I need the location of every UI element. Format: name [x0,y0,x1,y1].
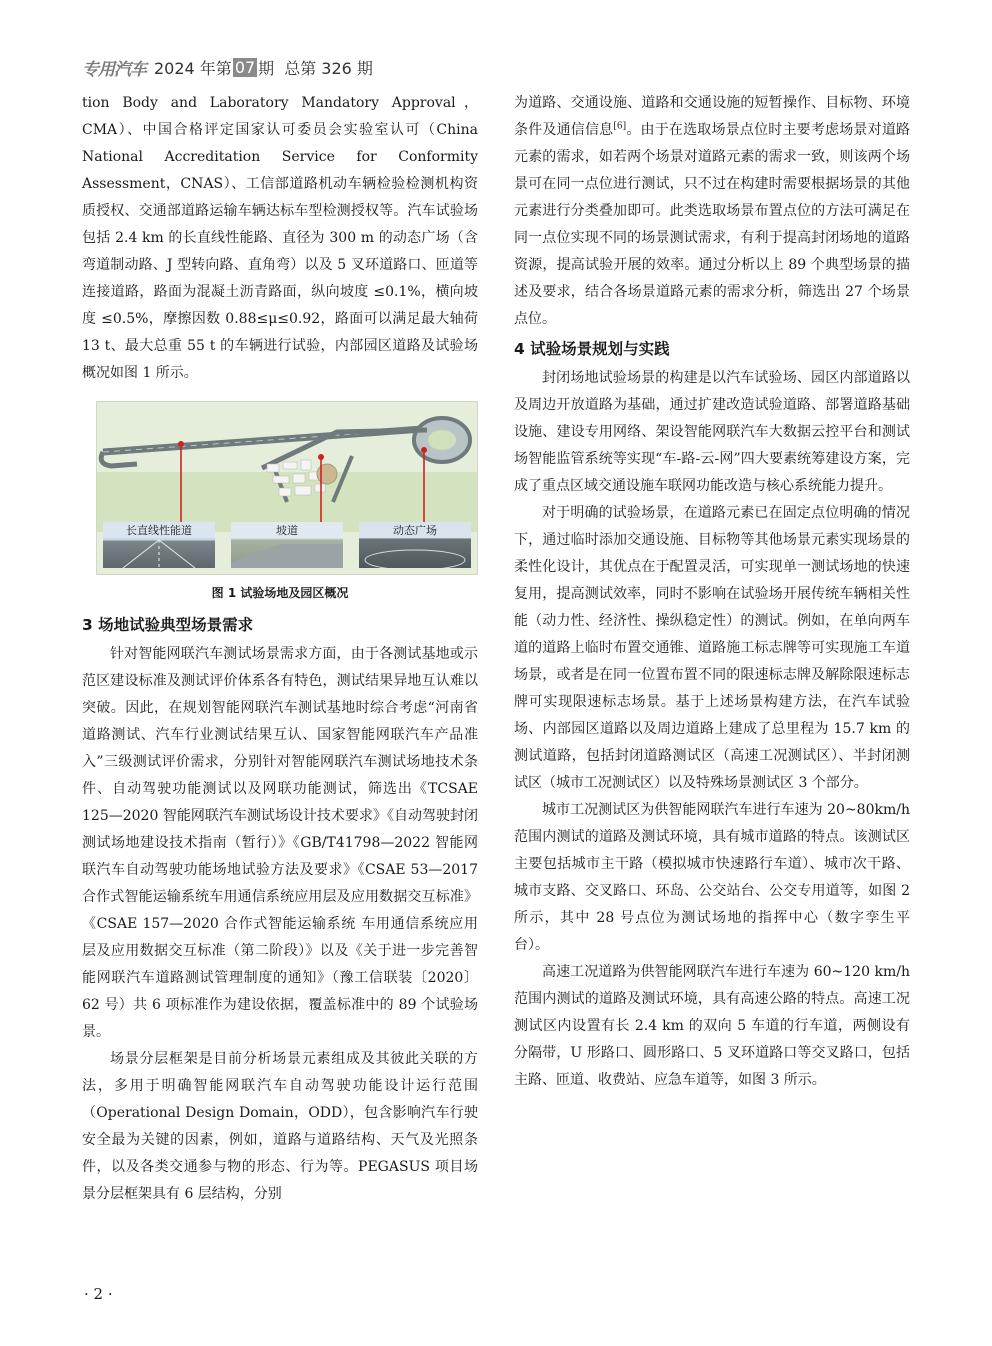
section-heading: 4 试验场景规划与实践 [514,340,670,358]
paragraph [514,90,910,333]
photo-label: 动态广场 [359,522,471,538]
section-heading: 3 场地试验典型场景需求 [82,616,254,634]
paragraph-text: 为道路、交通设施、道路和交通设施的短暂操作、目标物、环境条件及通信信息 [514,95,910,138]
paragraph: tion Body and Laboratory Mandatory Approval，CMA）、中国合格评定国家认可委员会实验室认可（China National Accreditation Service for Conformity Assessment，CNAS）、工信部道路机动车辆检验检测机构资质授权、交通部道路运输车辆达标车型检测授权等。汽车试验场包括 2.4 km 的长直线性能路、直径为 300 m 的动态广场（含弯道制动路、J 型转向路、直角弯）以及 5 叉环道路口、匝道等连接道路，路面为混凝土沥青路面，纵向坡度 ≤0.1%，横向坡度 ≤0.5%，摩擦因数 0.88≤μ≤0.92，路面可以满足最大轴荷 13 t、最大总重 55 t 的车辆进行试验，内部园区道路及试验场概况如图 1 所示。 [82,95,478,381]
figure-caption: 图 1 试验场地及园区概况 [211,586,349,600]
photo-long-straight-road [103,522,215,568]
issue-year: 2024 年第 [154,58,232,78]
photo-dynamic-plaza [359,522,471,568]
paragraph: 针对智能网联汽车测试场景需求方面，由于各测试基地或示范区建设标准及测试评价体系各有特色，测试结果异地互认难以突破。因此，在规划智能网联汽车测试基地时综合考虑“河南省道路测试、汽车行业测试结果互认、国家智能网联汽车产品准入”三级测试评价需求，分别针对智能网联汽车测试场地技术条件、自动驾驶功能测试以及网联功能测试，筛选出《TCSAE 125—2020 智能网联汽车测试场设计技术要求》《自动驾驶封闭测试场地建设技术指南（暂行）》《GB/T41798—2022 智能网联汽车自动驾驶功能场地试验方法及要求》《CSAE 53—2017 合作式智能运输系统车用通信系统应用层及应用数据交互标准》《CSAE 157—2020 合作式智能运输系统 车用通信系统应用层及应用数据交互标准（第二阶段）》以及《关于进一步完善智能网联汽车道路测试管理制度的通知》（豫工信联装〔2020〕62 号）共 6 项标准作为建设依据，覆盖标准中的 89 个试验场景。 [82,646,478,1040]
total-issue: 总第 326 期 [284,58,373,78]
page-number: · 2 · [84,1285,113,1303]
journal-logo: 专用汽车 [82,59,146,80]
paragraph: 场景分层框架是目前分析场景元素组成及其彼此关联的方法，多用于明确智能网联汽车自动驾驶功能设计运行范围（Operational Design Domain，ODD），包含影响汽车行驶安全最为关键的因素，例如，道路与道路结构、天气及光照条件，以及各类交通参与物的形态、行为等。PEGASUS 项目场景分层框架具有 6 层结构，分别 [82,1051,478,1202]
photo-slope [231,522,343,568]
journal-header [82,54,373,80]
paragraph: 高速工况道路为供智能网联汽车进行车速为 60~120 km/h 范围内测试的道路及测试环境，具有高速公路的特点。高速工况测试区内设置有长 2.4 km 的双向 5 车道的行车道，两侧设有分隔带，U 形路口、圆形路口、5 叉环道路口等交叉路口，包括主路、匝道、收费站、应急车道等，如图 3 所示。 [514,964,910,1088]
paragraph: 对于明确的试验场景，在道路元素已在固定点位明确的情况下，通过临时添加交通设施、目标物等其他场景元素实现场景的柔性化设计，其优点在于配置灵活，可实现单一测试场地的快速复用，提高测试效率，同时不影响在试验场开展传统车辆相关性能（动力性、经济性、操纵稳定性）的测试。例如，在单向两车道的道路上临时布置交通锥、道路施工标志牌等可实现施工车道场景，或者是在同一位置布置不同的限速标志牌及解除限速标志牌可实现限速标志场景。基于上述场景构建方法，在汽车试验场、内部园区道路以及周边道路上建成了总里程为 15.7 km 的测试道路，包括封闭道路测试区（高速工况测试区）、半封闭测试区（城市工况测试区）以及特殊场景测试区 3 个部分。 [514,505,910,791]
issue-number: 07 [234,57,256,77]
paragraph-text: 。由于在选取场景点位时主要考虑场景对道路元素的需求，如若两个场景对道路元素的需求一致，则该两个场景可在同一点位进行测试，只不过在构建时需要根据场景的其他元素进行分类叠加即可。此类选取场景布置点位的方法可满足在同一点位实现不同的场景测试需求，有利于提高封闭场地的道路资源，提高试验开展的效率。通过分析以上 89 个典型场景的描述及要求，结合各场景道路元素的需求分析，筛选出 27 个场景点位。 [514,122,911,327]
figure-test-site [96,401,478,575]
right-column [514,90,910,1094]
photo-label: 坡道 [231,522,343,538]
issue-suffix: 期 [258,58,275,78]
left-column [82,90,478,1208]
photo-label: 长直线性能道 [103,522,215,538]
paragraph: 城市工况测试区为供智能网联汽车进行车速为 20~80km/h 范围内测试的道路及测试环境，具有城市道路的特点。该测试区主要包括城市主干路（模拟城市快速路行车道）、城市次干路、城市支路、交叉路口、环岛、公交站台、公交专用道等，如图 2 所示，其中 28 号点位为测试场地的指挥中心（数字孪生平台）。 [514,802,910,953]
paragraph: 封闭场地试验场景的构建是以汽车试验场、园区内部道路以及周边开放道路为基础，通过扩建改造试验道路、部署道路基础设施、建设专用网络、架设智能网联汽车大数据云控平台和测试场智能监管系统等实现“车-路-云-网”四大要素统筹建设方案，完成了重点区域交通设施车联网功能改造与核心系统能力提升。 [514,370,910,494]
citation-ref: [6] [613,121,627,132]
